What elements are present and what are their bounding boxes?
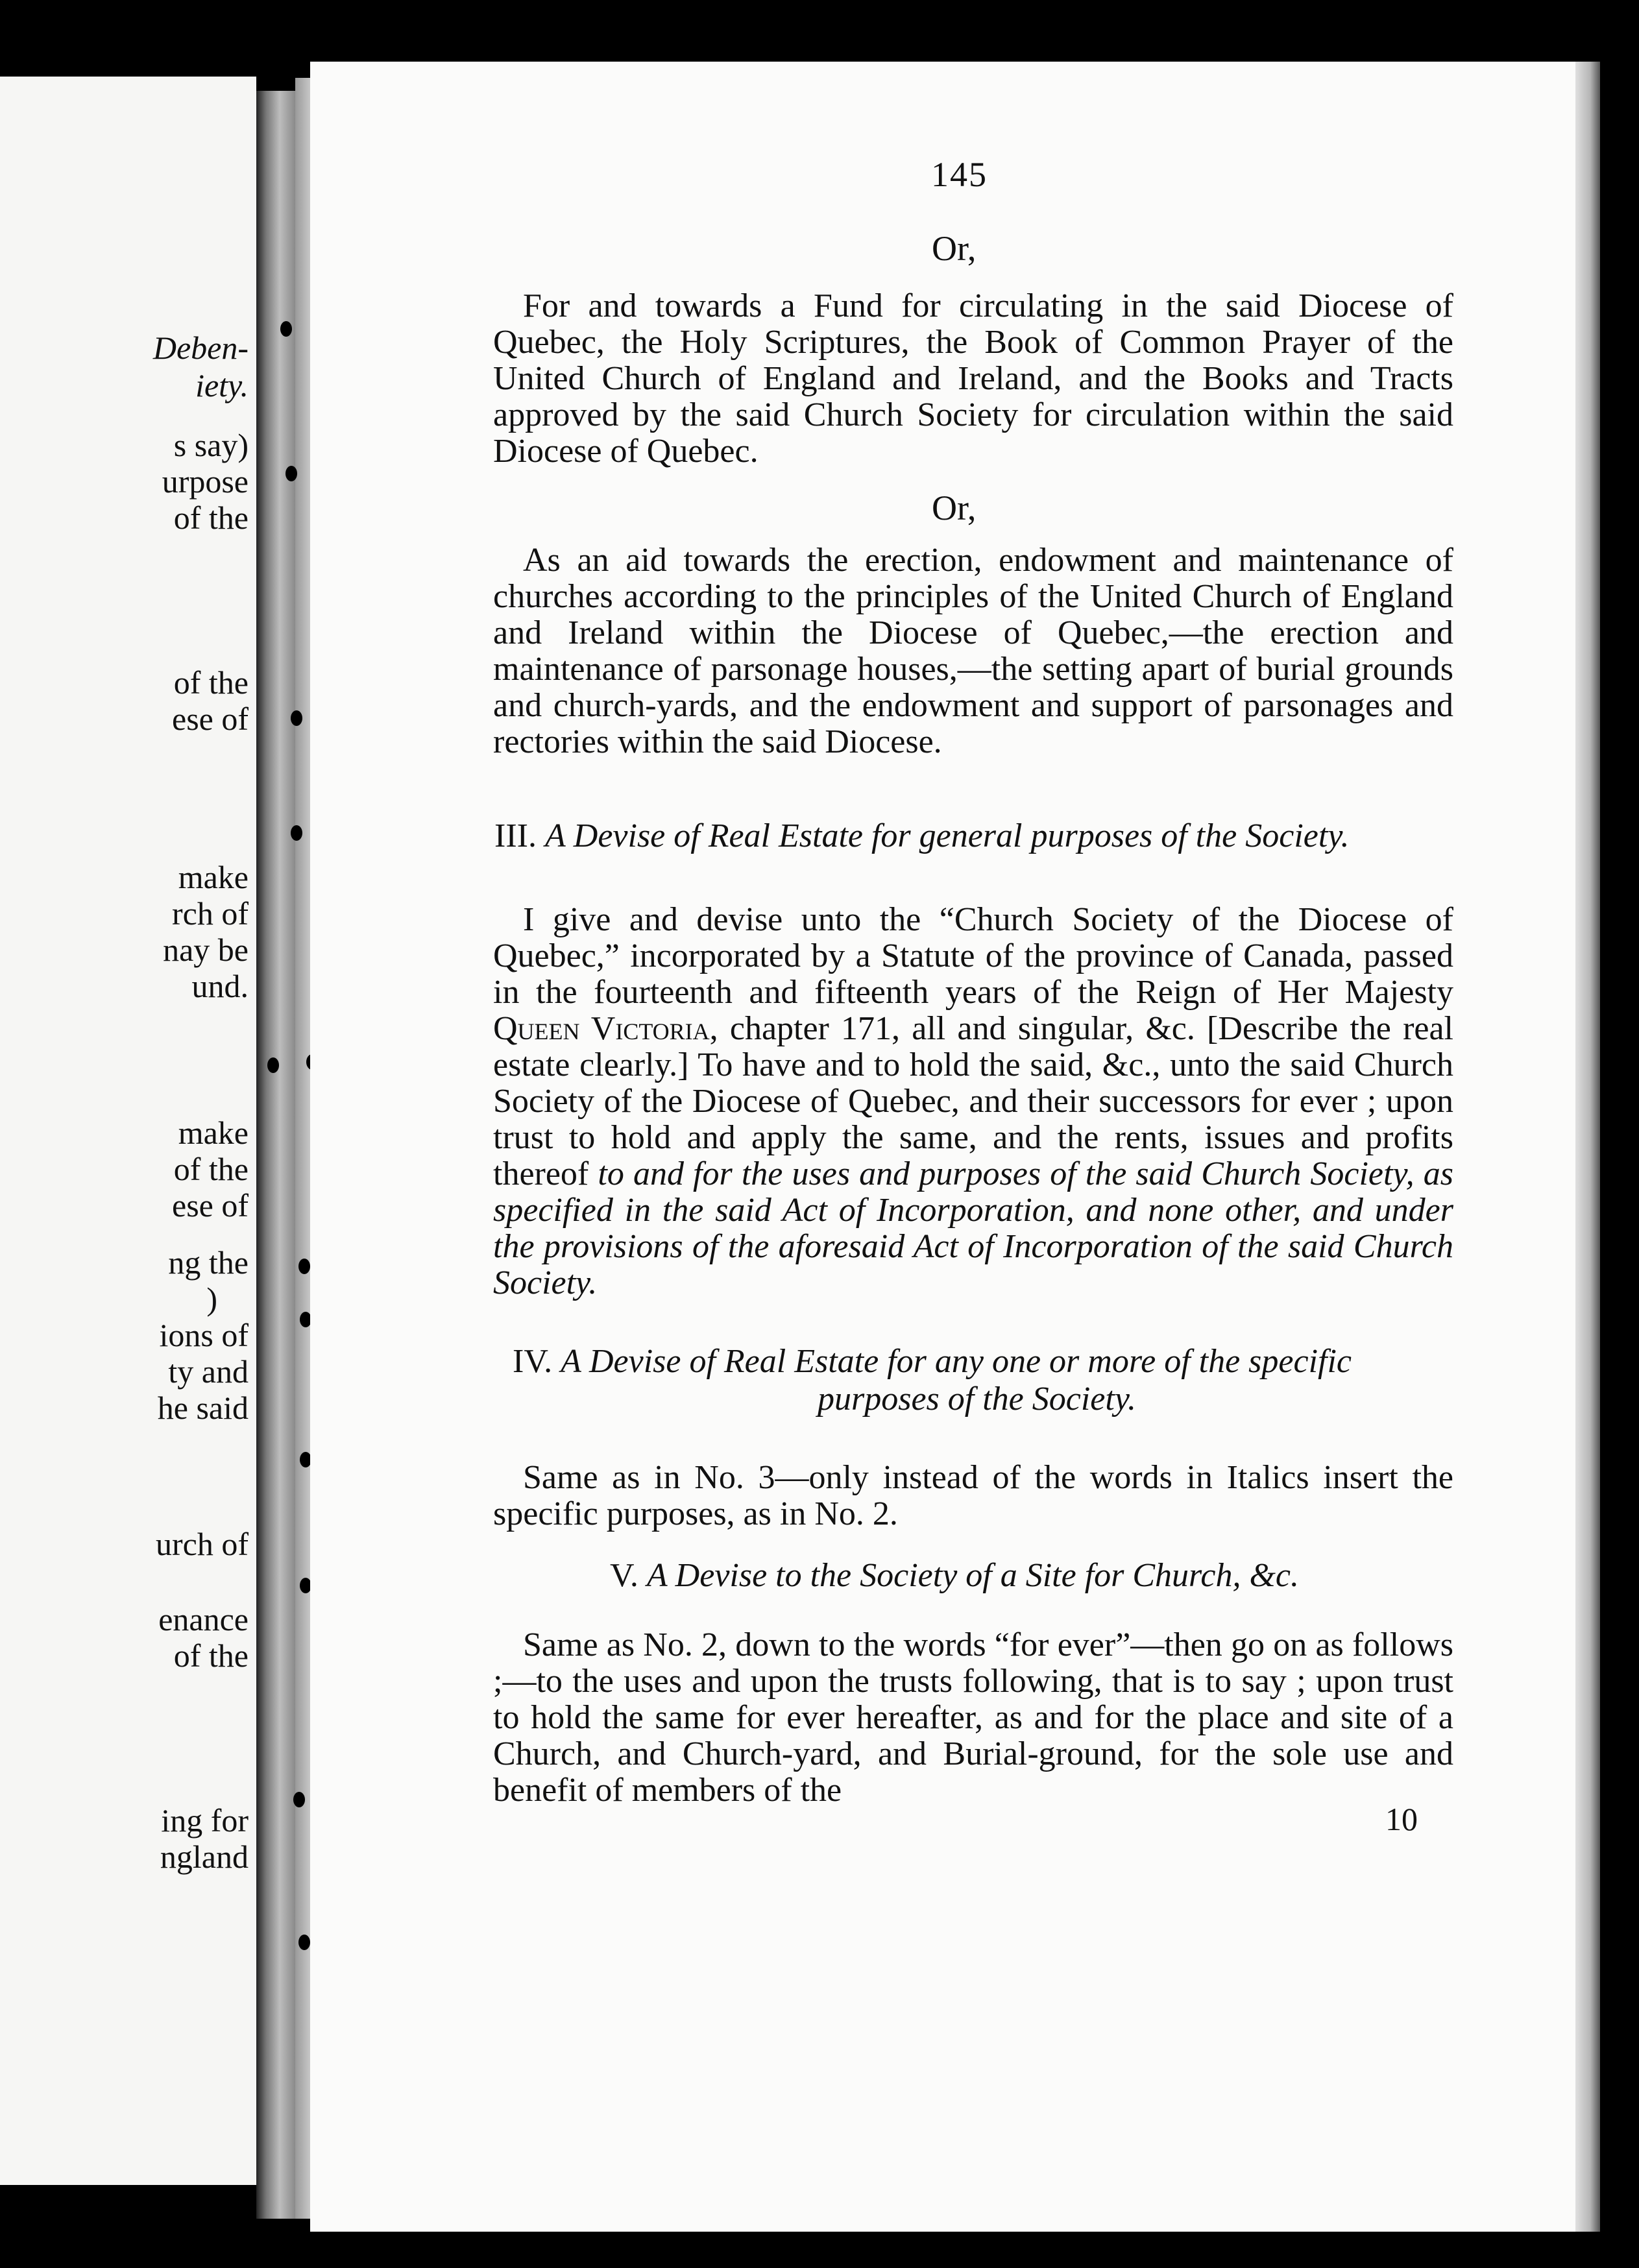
left-line: ese of (172, 701, 249, 737)
left-line: und. (191, 968, 249, 1004)
left-line: iety. (195, 367, 249, 404)
left-line: ngland (160, 1839, 249, 1875)
binding-stitch (298, 1259, 310, 1274)
queen-victoria: Queen Victoria (493, 1010, 710, 1047)
left-line: of the (173, 664, 249, 701)
section-heading-iv-continued (818, 1381, 1136, 1418)
section-number: V. (610, 1557, 638, 1594)
left-line: ese of (172, 1187, 249, 1224)
or-separator: Or, (932, 229, 977, 268)
section-title: A Devise to the Society of a Site for Church, &c. (646, 1557, 1299, 1594)
section-title: A Devise of Real Estate for any one or more of the specific (561, 1343, 1352, 1380)
left-line: make (178, 1115, 249, 1151)
left-line: urpose (162, 463, 249, 500)
left-line: ions of (159, 1317, 249, 1353)
left-line: of the (173, 1637, 249, 1674)
section-number: IV. (513, 1343, 553, 1380)
left-line: rch of (172, 895, 249, 932)
binding-stitch (291, 825, 302, 841)
paragraph-churches-aid: As an aid towards the erection, endowment and maintenance of churches according to the principles of the United Church of England and Ireland within the Diocese of Quebec,—the erection and maintenance of parsonage houses,—the setting apart of burial grounds and church-yards, and the endowment and support of parsonages and rectories within the said Diocese. (493, 542, 1453, 760)
paragraph-devise-general (493, 902, 1453, 1301)
section-title: A Devise of Real Estate for general purposes of the Society. (544, 817, 1350, 854)
left-line: nay be (163, 932, 249, 968)
page-number: 145 (931, 155, 988, 194)
section-heading-iv (513, 1343, 1352, 1381)
binding-stitch (291, 710, 302, 726)
signature-mark: 10 (1385, 1801, 1418, 1837)
left-line: he said (157, 1390, 249, 1426)
devise-text: I give and devise unto the “Church Society of the Diocese of Quebec,” incorporated by a Statute of the province of Canada, passed in the fourteenth and fifteenth years of the Reign of Her Majesty (493, 901, 1453, 1011)
section-number: III. (494, 817, 537, 854)
left-line: make (178, 859, 249, 895)
left-line: ing for (161, 1802, 249, 1839)
devise-text: , chapter 171, all and singular, &c. [Describe the real estate clearly.] To have and to hold the said, &c., unto the said Church Society of the Diocese of Quebec, and their successors for ever ; upon trust to hold and apply the same, and the rents, issues and profits thereof (493, 1010, 1453, 1192)
left-line: enance (158, 1601, 249, 1637)
binding-stitch (293, 1792, 305, 1807)
binding-stitch (298, 1935, 310, 1950)
left-line: ) (206, 1281, 217, 1317)
left-line: ng the (168, 1244, 249, 1281)
binding-stitch (285, 466, 297, 481)
binding-stitch (267, 1057, 279, 1073)
paragraph-site-for-church: Same as No. 2, down to the words “for ever”—then go on as follows ;—to the uses and upon the trusts following, that is to say ; upon trust to hold the same for ever hereafter, as and for the place and site of a Church, and Church-yard, and Burial-ground, for the sole use and benefit of members of the (493, 1626, 1453, 1809)
or-separator: Or, (932, 489, 977, 527)
section-heading-v (610, 1557, 1299, 1595)
section-heading-iii (494, 817, 1350, 855)
page-edge (1575, 62, 1600, 2232)
left-line: ty and (168, 1353, 249, 1390)
paragraph-scriptures-fund: For and towards a Fund for circulating in the said Diocese of Quebec, the Holy Scriptures, the Book of Common Prayer of the United Church of England and Ireland, and the Books and Tracts approved by the said Church Society for circulation within the said Diocese of Quebec. (493, 287, 1453, 470)
devise-italic-text: to and for the uses and purposes of the said Church Society, as specified in the said Act of Incorporation, and none other, and under the provisions of the aforesaid Act of Incorporation of the said Church Society. (493, 1155, 1454, 1301)
left-line: urch of (156, 1526, 249, 1562)
section-title: purposes of the Society. (818, 1381, 1137, 1418)
left-line: of the (173, 1151, 249, 1187)
book-gutter (256, 91, 295, 2219)
previous-page (0, 77, 256, 2185)
left-line: Deben- (152, 330, 249, 366)
left-line: of the (173, 500, 249, 536)
paragraph-same-as-no3: Same as in No. 3—only instead of the words in Italics insert the specific purposes, as in No. 2. (493, 1459, 1453, 1532)
left-line: s say) (173, 427, 249, 463)
binding-stitch (280, 321, 292, 337)
